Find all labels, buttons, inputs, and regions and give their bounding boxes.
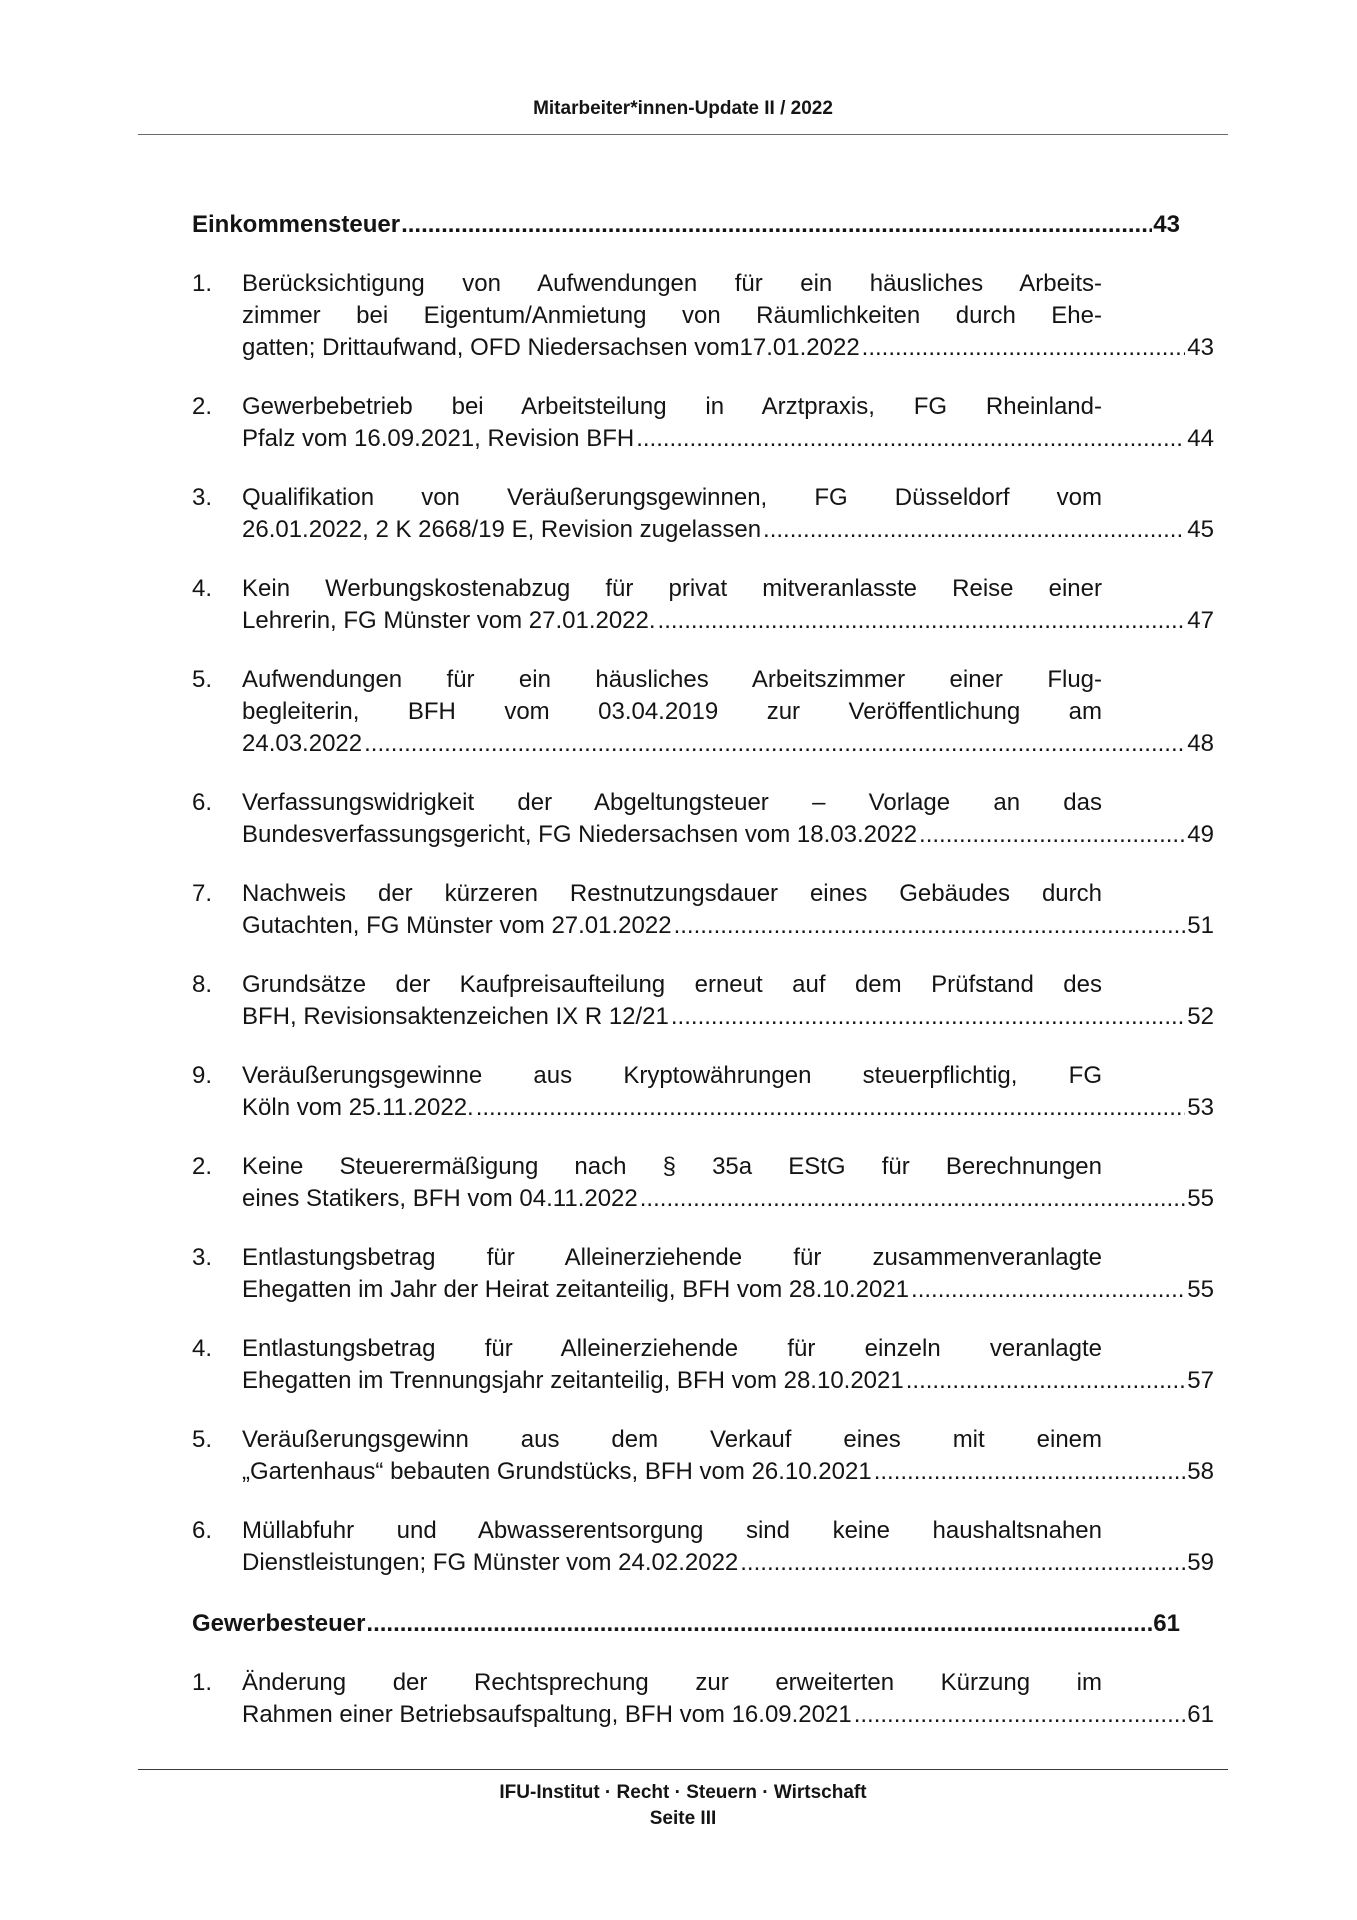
entry-text-line: begleiterin, BFH vom 03.04.2019 zur Veröffentlichung am	[242, 698, 1102, 725]
dot-leader	[364, 728, 1185, 760]
section-page-number: 43	[1153, 211, 1180, 238]
entry-page-number: 47	[1187, 607, 1214, 634]
toc-entry	[192, 268, 1214, 364]
spacer	[192, 851, 1214, 878]
section-page-number: 61	[1153, 1610, 1180, 1637]
spacer	[192, 243, 1214, 268]
toc-entry	[192, 573, 1214, 637]
dot-leader	[476, 1092, 1186, 1124]
entry-page-number: 52	[1187, 1003, 1214, 1030]
section-title: Einkommensteuer	[192, 211, 401, 238]
dot-leader	[674, 910, 1186, 942]
entry-page-number: 51	[1187, 912, 1214, 939]
entry-page-number: 43	[1187, 334, 1214, 361]
entry-number: 7.	[192, 880, 213, 907]
entry-last-line	[242, 605, 1214, 637]
entry-number: 6.	[192, 789, 213, 816]
dot-leader	[658, 605, 1186, 637]
footer-rule	[138, 1769, 1228, 1770]
entry-body	[242, 1667, 1214, 1731]
entry-last-line	[242, 514, 1214, 546]
entry-text-line: Veräußerungsgewinne aus Kryptowährungen steuerpflichtig, FG	[242, 1062, 1102, 1089]
spacer	[192, 942, 1214, 969]
entry-text-line: Gutachten, FG Münster vom 27.01.2022	[242, 912, 672, 939]
entry-body	[242, 1424, 1214, 1488]
entry-last-line	[242, 1456, 1214, 1488]
entry-page-number: 61	[1187, 1701, 1214, 1728]
entry-text-line: Müllabfuhr und Abwasserentsorgung sind keine haushaltsnahen	[242, 1517, 1102, 1544]
dot-leader	[636, 423, 1185, 455]
entry-text-line: Lehrerin, FG Münster vom 27.01.2022.	[242, 607, 656, 634]
footer-publisher: IFU-Institut · Recht · Steuern · Wirtschaft	[499, 1782, 867, 1803]
entry-number: 9.	[192, 1062, 213, 1089]
dot-leader	[763, 514, 1185, 546]
entry-text-line: Dienstleistungen; FG Münster vom 24.02.2022	[242, 1549, 739, 1576]
dot-leader	[911, 1274, 1185, 1306]
entry-text-line: Rahmen einer Betriebsaufspaltung, BFH vom 16.09.2021	[242, 1701, 852, 1728]
entry-page-number: 49	[1187, 821, 1214, 848]
dot-leader	[874, 1456, 1186, 1488]
entry-last-line	[242, 728, 1214, 760]
entry-text-line: gatten; Drittaufwand, OFD Niedersachsen vom17.01.2022	[242, 334, 860, 361]
entry-last-line	[242, 1365, 1214, 1397]
entry-body	[242, 787, 1214, 851]
dot-leader	[919, 819, 1185, 851]
toc-entry	[192, 664, 1214, 760]
spacer	[192, 1397, 1214, 1424]
toc-section-heading	[192, 207, 1180, 243]
entry-body	[242, 1151, 1214, 1215]
toc-entry	[192, 1060, 1214, 1124]
entry-page-number: 48	[1187, 730, 1214, 757]
toc-entry	[192, 969, 1214, 1033]
dot-leader	[906, 1365, 1186, 1397]
entry-page-number: 58	[1187, 1458, 1214, 1485]
entry-last-line	[242, 1183, 1214, 1215]
entry-number: 1.	[192, 270, 213, 297]
entry-number: 3.	[192, 484, 213, 511]
entry-body	[242, 1060, 1214, 1124]
entry-text-line: Veräußerungsgewinn aus dem Verkauf eines mit einem	[242, 1426, 1102, 1453]
entry-text-line: Bundesverfassungsgericht, FG Niedersachsen vom 18.03.2022	[242, 821, 918, 848]
entry-number: 3.	[192, 1244, 213, 1271]
toc-entry	[192, 1333, 1214, 1397]
entry-last-line	[242, 910, 1214, 942]
toc-entry	[192, 1667, 1214, 1731]
toc-entry	[192, 391, 1214, 455]
page-header: Mitarbeiter*innen-Update II / 2022	[533, 98, 833, 119]
entry-body	[242, 969, 1214, 1033]
entry-body	[242, 664, 1214, 760]
entry-last-line	[242, 1547, 1214, 1579]
table-of-contents	[192, 207, 1214, 1731]
dot-leader	[671, 1001, 1185, 1033]
header-rule	[138, 134, 1228, 135]
entry-number: 4.	[192, 1335, 213, 1362]
toc-entry	[192, 482, 1214, 546]
dot-leader	[366, 1606, 1152, 1642]
entry-text-line: Köln vom 25.11.2022.	[242, 1094, 474, 1121]
entry-page-number: 45	[1187, 516, 1214, 543]
dot-leader	[640, 1183, 1186, 1215]
entry-body	[242, 1333, 1214, 1397]
entry-last-line	[242, 1699, 1214, 1731]
spacer	[192, 1488, 1214, 1515]
spacer	[192, 1642, 1214, 1667]
entry-text-line: Grundsätze der Kaufpreisaufteilung erneut auf dem Prüfstand des	[242, 971, 1102, 998]
entry-last-line	[242, 423, 1214, 455]
entry-body	[242, 268, 1214, 364]
entry-page-number: 55	[1187, 1185, 1214, 1212]
spacer	[192, 1033, 1214, 1060]
entry-body	[242, 1242, 1214, 1306]
section-title: Gewerbesteuer	[192, 1610, 366, 1637]
entry-last-line	[242, 819, 1214, 851]
entry-number: 5.	[192, 666, 213, 693]
spacer	[192, 760, 1214, 787]
entry-page-number: 57	[1187, 1367, 1214, 1394]
dot-leader	[401, 207, 1152, 243]
entry-last-line	[242, 1274, 1214, 1306]
entry-number: 1.	[192, 1669, 213, 1696]
entry-last-line	[242, 1092, 1214, 1124]
spacer	[192, 455, 1214, 482]
toc-entry	[192, 1515, 1214, 1579]
entry-body	[242, 878, 1214, 942]
spacer	[192, 1215, 1214, 1242]
entry-number: 8.	[192, 971, 213, 998]
entry-number: 6.	[192, 1517, 213, 1544]
toc-entry	[192, 1242, 1214, 1306]
dot-leader	[740, 1547, 1185, 1579]
entry-text-line: Aufwendungen für ein häusliches Arbeitszimmer einer Flug-	[242, 666, 1102, 693]
toc-entry	[192, 787, 1214, 851]
entry-number: 2.	[192, 1153, 213, 1180]
entry-text-line: Entlastungsbetrag für Alleinerziehende für einzeln veranlagte	[242, 1335, 1102, 1362]
entry-page-number: 55	[1187, 1276, 1214, 1303]
entry-last-line	[242, 1001, 1214, 1033]
dot-leader	[854, 1699, 1186, 1731]
entry-page-number: 53	[1187, 1094, 1214, 1121]
entry-text-line: Änderung der Rechtsprechung zur erweiterten Kürzung im	[242, 1669, 1102, 1696]
entry-page-number: 59	[1187, 1549, 1214, 1576]
entry-text-line: Berücksichtigung von Aufwendungen für ein häusliches Arbeits-	[242, 270, 1102, 297]
entry-text-line: Ehegatten im Trennungsjahr zeitanteilig, BFH vom 28.10.2021	[242, 1367, 904, 1394]
entry-text-line: „Gartenhaus“ bebauten Grundstücks, BFH vom 26.10.2021	[242, 1458, 872, 1485]
entry-text-line: Pfalz vom 16.09.2021, Revision BFH	[242, 425, 635, 452]
entry-body	[242, 1515, 1214, 1579]
entry-text-line: Keine Steuerermäßigung nach § 35a EStG für Berechnungen	[242, 1153, 1102, 1180]
dot-leader	[862, 332, 1186, 364]
spacer	[192, 1579, 1214, 1606]
toc-section-heading	[192, 1606, 1180, 1642]
entry-text-line: Verfassungswidrigkeit der Abgeltungsteuer – Vorlage an das	[242, 789, 1102, 816]
entry-text-line: 24.03.2022	[242, 730, 363, 757]
entry-text-line: zimmer bei Eigentum/Anmietung von Räumlichkeiten durch Ehe-	[242, 302, 1102, 329]
toc-entry	[192, 1424, 1214, 1488]
entry-body	[242, 391, 1214, 455]
toc-entry	[192, 1151, 1214, 1215]
entry-number: 4.	[192, 575, 213, 602]
spacer	[192, 364, 1214, 391]
entry-number: 5.	[192, 1426, 213, 1453]
toc-entry	[192, 878, 1214, 942]
spacer	[192, 1306, 1214, 1333]
entry-text-line: Kein Werbungskostenabzug für privat mitveranlasste Reise einer	[242, 575, 1102, 602]
entry-body	[242, 482, 1214, 546]
entry-text-line: BFH, Revisionsaktenzeichen IX R 12/21	[242, 1003, 669, 1030]
entry-text-line: Gewerbebetrieb bei Arbeitsteilung in Arztpraxis, FG Rheinland-	[242, 393, 1102, 420]
entry-text-line: Nachweis der kürzeren Restnutzungsdauer eines Gebäudes durch	[242, 880, 1102, 907]
spacer	[192, 1124, 1214, 1151]
page-footer	[138, 1780, 1228, 1832]
entry-text-line: Ehegatten im Jahr der Heirat zeitanteilig, BFH vom 28.10.2021	[242, 1276, 910, 1303]
entry-text-line: Qualifikation von Veräußerungsgewinnen, FG Düsseldorf vom	[242, 484, 1102, 511]
spacer	[192, 546, 1214, 573]
footer-page-number: Seite III	[649, 1808, 717, 1829]
entry-text-line: Entlastungsbetrag für Alleinerziehende für zusammenveranlagte	[242, 1244, 1102, 1271]
entry-last-line	[242, 332, 1214, 364]
spacer	[192, 637, 1214, 664]
entry-text-line: eines Statikers, BFH vom 04.11.2022	[242, 1185, 638, 1212]
entry-body	[242, 573, 1214, 637]
entry-number: 2.	[192, 393, 213, 420]
entry-page-number: 44	[1187, 425, 1214, 452]
entry-text-line: 26.01.2022, 2 K 2668/19 E, Revision zugelassen	[242, 516, 762, 543]
